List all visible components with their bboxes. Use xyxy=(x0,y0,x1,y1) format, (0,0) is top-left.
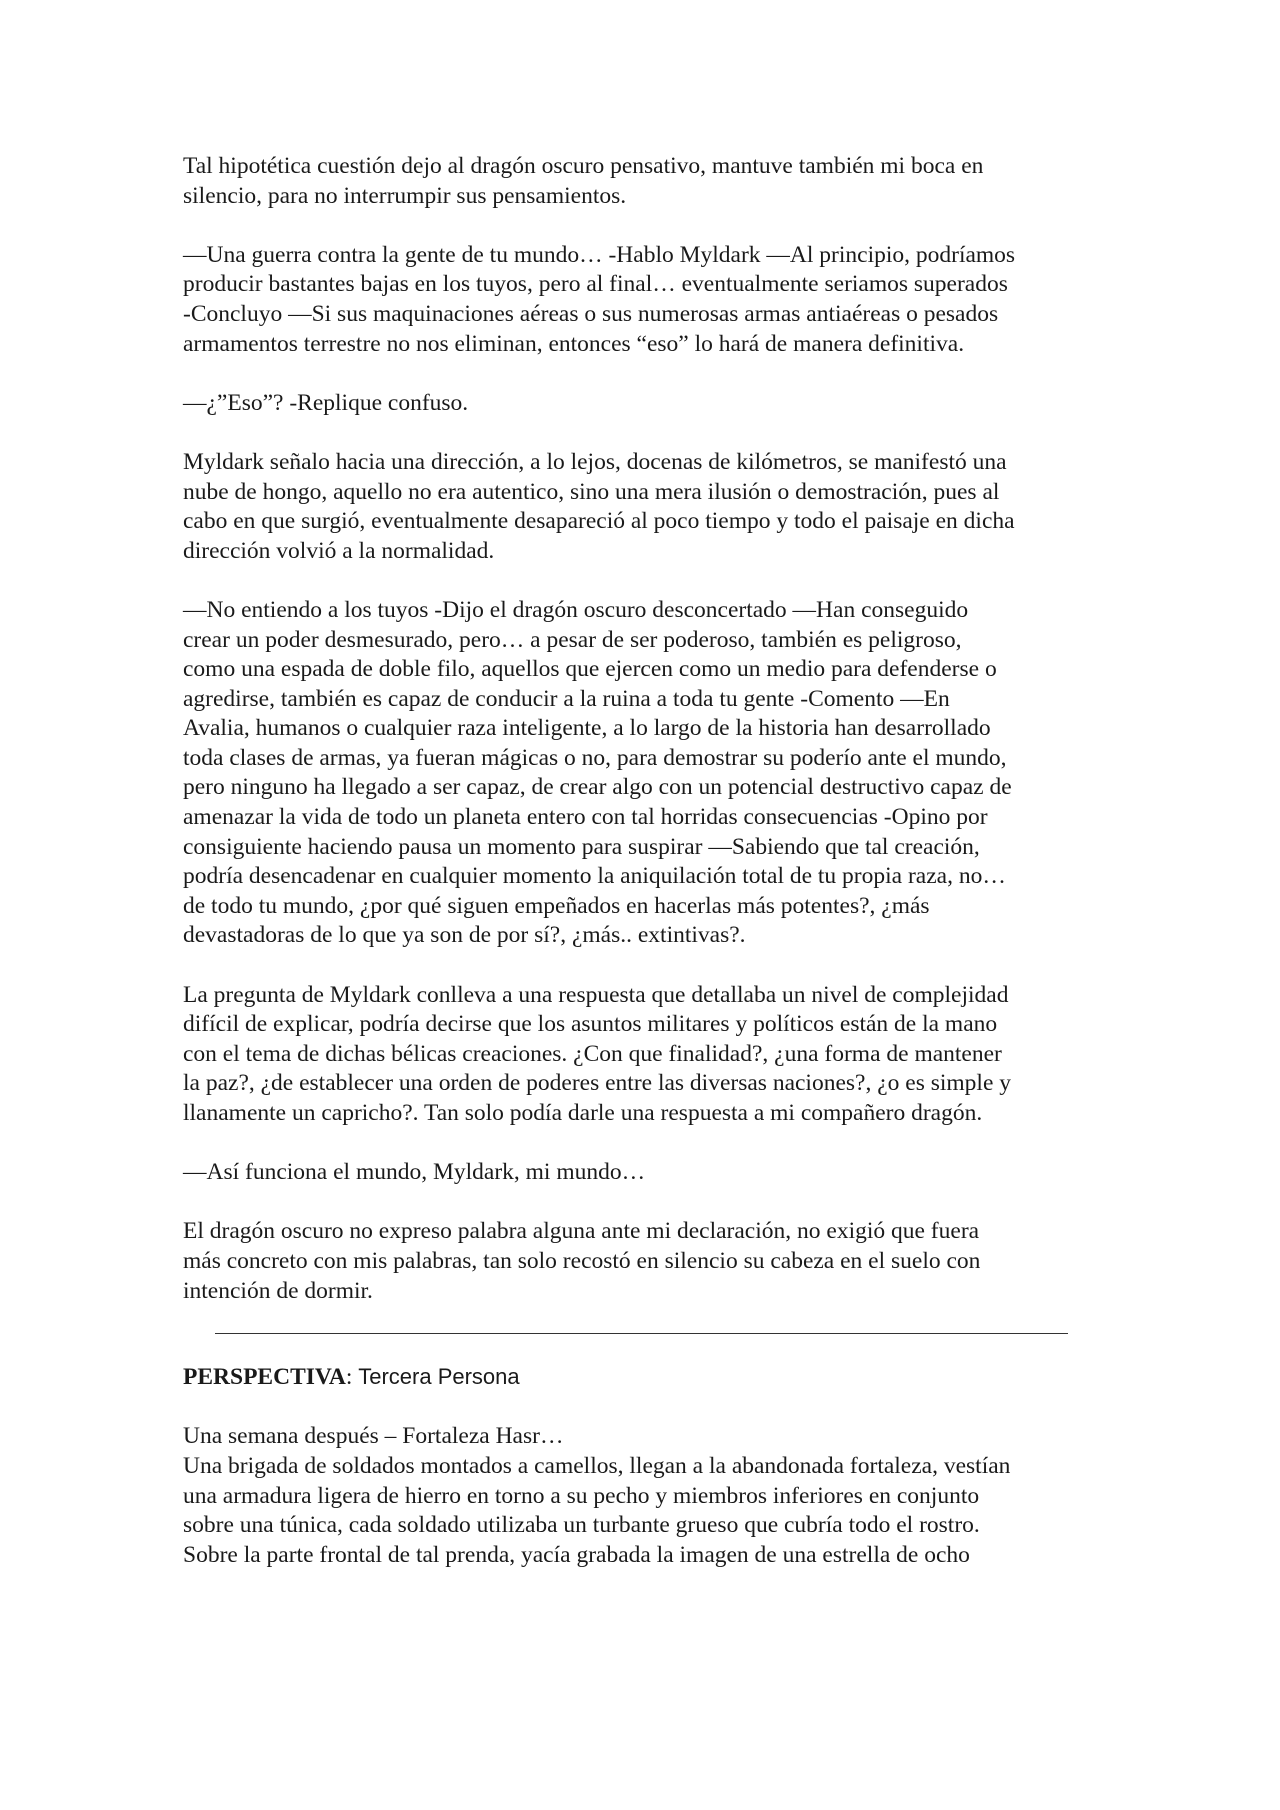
paragraph: La pregunta de Myldark conlleva a una respuesta que detallaba un nivel de complejidad difícil de explicar, podría decirse que los asuntos militares y políticos están de la mano con el tema de dichas bélicas creaciones. ¿Con que finalidad?, ¿una forma de mantener la paz?, ¿de establecer una orden de poderes entre las diversas naciones?, ¿o es simple y llanamente un capricho?. Tan solo podía darle una respuesta a mi compañero dragón. xyxy=(183,981,1012,1126)
paragraph: Myldark señalo hacia una dirección, a lo lejos, docenas de kilómetros, se manifestó una nube de hongo, aquello no era autentico, sino una mera ilusión o demostración, pues al cabo en que surgió, eventualmente desapareció al poco tiempo y todo el paisaje en dicha dirección volvió a la normalidad. xyxy=(183,448,1015,564)
paragraph: El dragón oscuro no expreso palabra alguna ante mi declaración, no exigió que fuera más concreto con mis palabras, tan solo recostó en silencio su cabeza en el suelo con intención de dormir. xyxy=(183,1218,981,1304)
document-body xyxy=(183,152,1103,1570)
section-heading-separator: : xyxy=(345,1364,359,1391)
paragraph: —No entiendo a los tuyos -Dijo el dragón oscuro desconcertado —Han conseguido crear un poder desmesurado, pero… a pesar de ser poderoso, también es peligroso, como una espada de doble filo, aquellos que ejercen como un medio para defenderse o agredirse, también es capaz de conducir a la ruina a toda tu gente -Comento —En Avalia, humanos o cualquier raza inteligente, a lo largo de la historia han desarrollado toda clases de armas, ya fueran mágicas o no, para demostrar su poderío ante el mundo, pero ninguno ha llegado a ser capaz, de crear algo con un potencial destructivo capaz de amenazar la vida de todo un planeta entero con tal horridas consecuencias -Opino por consiguiente haciendo pausa un momento para suspirar —Sabiendo que tal creación, podría desencadenar en cualquier momento la aniquilación total de tu propia raza, no… de todo tu mundo, ¿por qué siguen empeñados en hacerlas más potentes?, ¿más devastadoras de lo que ya son de por sí?, ¿más.. extintivas?. xyxy=(183,596,1012,949)
section-heading-value: Tercera Persona xyxy=(358,1364,520,1390)
paragraph: Tal hipotética cuestión dejo al dragón oscuro pensativo, mantuve también mi boca en silencio, para no interrumpir sus pensamientos. xyxy=(183,153,984,209)
section-divider xyxy=(215,1333,1068,1334)
paragraph: —Una guerra contra la gente de tu mundo… -Hablo Myldark —Al principio, podríamos producir bastantes bajas en los tuyos, pero al final… eventualmente seriamos superados -Concluyo —Si sus maquinaciones aéreas o sus numerosas armas antiaéreas o pesados armamentos terrestre no nos eliminan, entonces “eso” lo hará de manera definitiva. xyxy=(183,241,1016,357)
paragraph: —Así funciona el mundo, Myldark, mi mundo… xyxy=(183,1159,646,1186)
section-heading xyxy=(183,1362,1103,1393)
paragraph: —¿”Eso”? -Replique confuso. xyxy=(183,389,469,416)
section-heading-label: PERSPECTIVA xyxy=(183,1364,346,1391)
scene-line: Una semana después – Fortaleza Hasr… xyxy=(183,1423,564,1450)
paragraph: Una brigada de soldados montados a camellos, llegan a la abandonada fortaleza, vestían una armadura ligera de hierro en torno a su pecho y miembros inferiores en conjunto sobre una túnica, cada soldado utilizaba un turbante grueso que cubría todo el rostro. Sobre la parte frontal de tal prenda, yacía grabada la imagen de una estrella de ocho xyxy=(183,1452,1011,1568)
